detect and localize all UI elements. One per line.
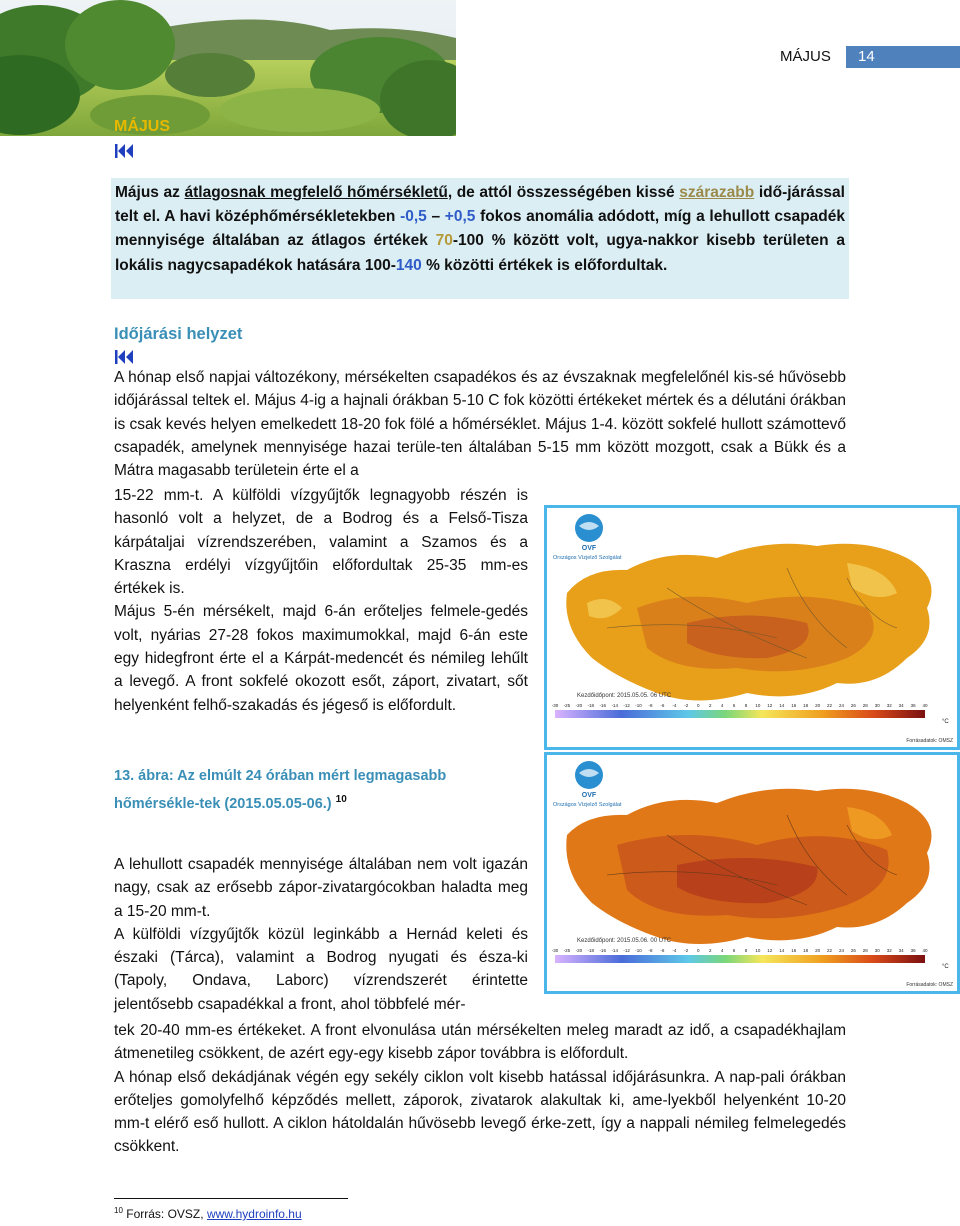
running-header-title: MÁJUS xyxy=(780,48,831,65)
scale-tick-label: -8 xyxy=(648,948,653,953)
scale-tick-label: 14 xyxy=(779,948,785,953)
footnote xyxy=(114,1206,302,1221)
scale-tick-label: -2 xyxy=(684,703,689,708)
caption-text: 13. ábra: Az elmúlt 24 órában mért legmagasabb hőmérsékle-tek (2015.05.05-06.) xyxy=(114,768,447,812)
scale-tick-label: 10 xyxy=(755,948,761,953)
scale-tick-label: 34 xyxy=(898,703,904,708)
scale-tick-label: -20 xyxy=(575,948,583,953)
agency-name: Országos Vízjelző Szolgálat xyxy=(553,802,622,808)
footnote-number: 10 xyxy=(114,1206,123,1215)
paragraph-text: Május 5-én mérsékelt, majd 6-án erőteljes felmele-gedés volt, nyárias 27-28 fokos maximumokkal, majd 6-án este egy hidegfront érte el a Kárpát-medencét és némileg lehűlt a levegő. A front sokfelé okozott esőt, záport, zivatart, sőt helyenként felhő-szakadás és jégeső is előfordult. xyxy=(114,603,528,714)
scale-tick-label: -20 xyxy=(575,703,583,708)
scale-tick-label: 20 xyxy=(815,703,821,708)
summary-drier: szárazabb xyxy=(679,184,755,201)
scale-tick-label: 32 xyxy=(886,948,892,953)
summary-text: Május az xyxy=(115,184,185,201)
scale-tick-label: -30 xyxy=(551,703,559,708)
summary-text: – xyxy=(426,208,445,226)
scale-tick-label: 26 xyxy=(850,948,856,953)
color-scale-labels xyxy=(552,703,928,708)
month-summary-box xyxy=(111,178,849,299)
scale-tick-label: 4 xyxy=(720,703,724,708)
temperature-map-2 xyxy=(544,752,960,994)
scale-tick-label: -25 xyxy=(563,703,571,708)
scale-tick-label: 14 xyxy=(779,703,785,708)
scale-tick-label: 22 xyxy=(826,703,833,708)
scale-tick-label: 28 xyxy=(862,948,868,953)
scale-tick-label: 6 xyxy=(732,948,736,953)
scale-tick-label: -18 xyxy=(587,703,595,708)
footnote-link[interactable]: www.hydroinfo.hu xyxy=(206,1207,302,1221)
summary-text: -100 % között volt, ugya-nakkor kisebb területen a lokális nagycsapadékok hatására 100- xyxy=(115,232,846,274)
paragraph-text: 15-22 mm-t. A külföldi vízgyűjtők legnagyobb részén is hasonló volt a helyzet, de a Bodrog és a Felső-Tisza kárpátaljai vízrendszerében, valamint a Szamos és a Kraszna erdélyi vízgyűjtőin előfordultak 25-35 mm-es értékek is. xyxy=(114,487,528,598)
section-heading: Időjárási helyzet xyxy=(114,325,243,343)
scale-tick-label: 26 xyxy=(850,703,856,708)
scale-tick-label: -4 xyxy=(672,948,677,953)
scale-tick-label: 2 xyxy=(708,703,712,708)
scale-tick-label: 0 xyxy=(696,703,700,708)
scale-tick-label: -6 xyxy=(660,703,665,708)
scale-tick-label: 36 xyxy=(910,948,916,953)
scale-tick-label: -12 xyxy=(623,948,630,953)
figure-caption xyxy=(114,765,528,816)
scale-tick-label: 30 xyxy=(874,703,880,708)
scale-tick-label: 40 xyxy=(922,703,928,708)
scale-tick-label: -16 xyxy=(599,948,606,953)
scale-tick-label: -4 xyxy=(672,703,677,708)
temperature-map-1 xyxy=(544,505,960,750)
page-number: 14 xyxy=(846,46,960,68)
footnote-ref[interactable]: 10 xyxy=(335,794,347,805)
scale-tick-label: 12 xyxy=(767,948,773,953)
scale-tick-label: 12 xyxy=(767,703,773,708)
summary-anomaly-low: -0,5 xyxy=(400,208,427,226)
scale-tick-label: 8 xyxy=(744,703,748,708)
scale-tick-label: -25 xyxy=(563,948,571,953)
scale-tick-label: -12 xyxy=(623,703,630,708)
scale-tick-label: 28 xyxy=(862,703,868,708)
chapter-title: MÁJUS xyxy=(114,118,171,135)
source-label: Forrásadatok: OMSZ xyxy=(906,738,953,744)
scale-tick-label: -30 xyxy=(551,948,559,953)
paragraph-text: A hónap első dekádjának végén egy sekély ciklon volt kisebb hatással időjárásunkra. A nap-pali órákban erőteljes gomolyfelhő képződés mellett, záporok, zivatarok alakultak ki, ame-lyekből helyenként 10-20 mm-t elérő eső hullott. A ciklon hátoldalán hűvösebb levegő érke-zett, így a nappali némileg felmelegedés csökkent. xyxy=(114,1068,846,1156)
scale-tick-label: 20 xyxy=(815,948,821,953)
scale-tick-label: -8 xyxy=(648,703,653,708)
map-date: Kezdőidőpont: 2015.05.05. 06 UTC xyxy=(577,693,672,699)
paragraph-text: A külföldi vízgyűjtők közül leginkább a Hernád keleti és északi (Tárca), valamint a Bodrog nyugati és észa-ki (Tapoly, Ondava, Laborc) vízrendszerét érintette jelentősebb csapadékkal a front, ahol többfelé mér- xyxy=(114,925,528,1013)
summary-anomaly-high: +0,5 xyxy=(444,208,476,226)
scale-tick-label: 36 xyxy=(910,703,916,708)
agency-name: Országos Vízjelző Szolgálat xyxy=(553,555,622,561)
scale-tick-label: -14 xyxy=(611,948,618,953)
paragraph-intro: A hónap első napjai változékony, mérsékelten csapadékos és az évszaknak megfelelőnél kis-sé hűvösebb időjárással teltek el. Május 4-ig a hajnali órákban 5-10 C fok közötti értékeket mértek és a délutáni órákban is csak kevés helyen emelkedett 18-20 fok fölé a hőmérséklet. Május 1-4. között sokfelé hullott számottevő csapadék, amelynek mennyisége hazai terüle-ten általában 5-15 mm között mozgott, csak a Bükk és a Mátra magasabb területein érte el a xyxy=(114,369,846,480)
scale-tick-label: 16 xyxy=(791,703,797,708)
scale-tick-label: -10 xyxy=(635,703,642,708)
scale-tick-label: -18 xyxy=(587,948,595,953)
unit-label: °C xyxy=(942,964,949,970)
footnote-separator xyxy=(114,1198,348,1199)
back-to-start-icon[interactable] xyxy=(114,349,134,365)
scale-tick-label: 6 xyxy=(732,703,736,708)
map-date: Kezdőidőpont: 2015.05.06. 00 UTC xyxy=(577,938,672,944)
summary-average-temp: átlagosnak megfelelő hőmérsékletű xyxy=(184,184,448,201)
scale-tick-label: 16 xyxy=(791,948,797,953)
scale-tick-label: 24 xyxy=(838,948,845,953)
scale-tick-label: -10 xyxy=(635,948,642,953)
back-to-start-icon[interactable] xyxy=(114,143,134,159)
scale-tick-label: 24 xyxy=(838,703,845,708)
scale-tick-label: 22 xyxy=(826,948,833,953)
scale-tick-label: 10 xyxy=(755,703,761,708)
paragraph-precipitation-cont xyxy=(114,1019,846,1159)
scale-tick-label: 18 xyxy=(803,703,809,708)
scale-tick-label: -2 xyxy=(684,948,689,953)
summary-precip-low: 70 xyxy=(435,232,453,250)
summary-text: idő-járással telt el. A havi középhőmérsékletekben xyxy=(115,184,845,226)
scale-tick-label: 2 xyxy=(708,948,712,953)
ovf-logo-text: OVF xyxy=(581,792,597,799)
paragraph-left-column xyxy=(114,484,528,717)
paragraph-text: tek 20-40 mm-es értékeket. A front elvonulása után mérsékelten meleg maradt az idő, a csapadékhajlam átmenetileg csökkent, de azért egy-egy kisebb zápor továbbra is előfordult. xyxy=(114,1022,846,1063)
scale-tick-label: -16 xyxy=(599,703,606,708)
source-label: Forrásadatok: OMSZ xyxy=(906,982,953,988)
scale-tick-label: 30 xyxy=(874,948,880,953)
summary-text: % közötti értékek is előfordultak. xyxy=(421,256,668,274)
unit-label: °C xyxy=(942,719,949,725)
scale-tick-label: 32 xyxy=(886,703,892,708)
paragraph-precipitation xyxy=(114,853,528,1016)
summary-text: fokos anomália adódott, míg a lehullott csapadék mennyisége általában az átlagos értékek xyxy=(115,208,846,250)
summary-precip-high: 140 xyxy=(395,256,422,274)
scale-tick-label: -14 xyxy=(611,703,618,708)
scale-tick-label: 0 xyxy=(696,948,700,953)
ovf-logo-text: OVF xyxy=(581,545,597,552)
scale-tick-label: 34 xyxy=(898,948,904,953)
header-photo xyxy=(0,0,456,136)
scale-tick-label: -6 xyxy=(660,948,665,953)
footnote-text: Forrás: OVSZ, xyxy=(126,1207,207,1221)
scale-tick-label: 18 xyxy=(803,948,809,953)
color-scale-labels xyxy=(552,948,928,953)
summary-text: , de attól összességében kissé xyxy=(447,184,680,201)
scale-tick-label: 8 xyxy=(744,948,748,953)
scale-tick-label: 40 xyxy=(922,948,928,953)
paragraph-text: A lehullott csapadék mennyisége általában nem volt igazán nagy, csak az erősebb zápor-zivatargócokban haladta meg a 15-20 mm-t. xyxy=(114,856,528,920)
scale-tick-label: 4 xyxy=(720,948,724,953)
